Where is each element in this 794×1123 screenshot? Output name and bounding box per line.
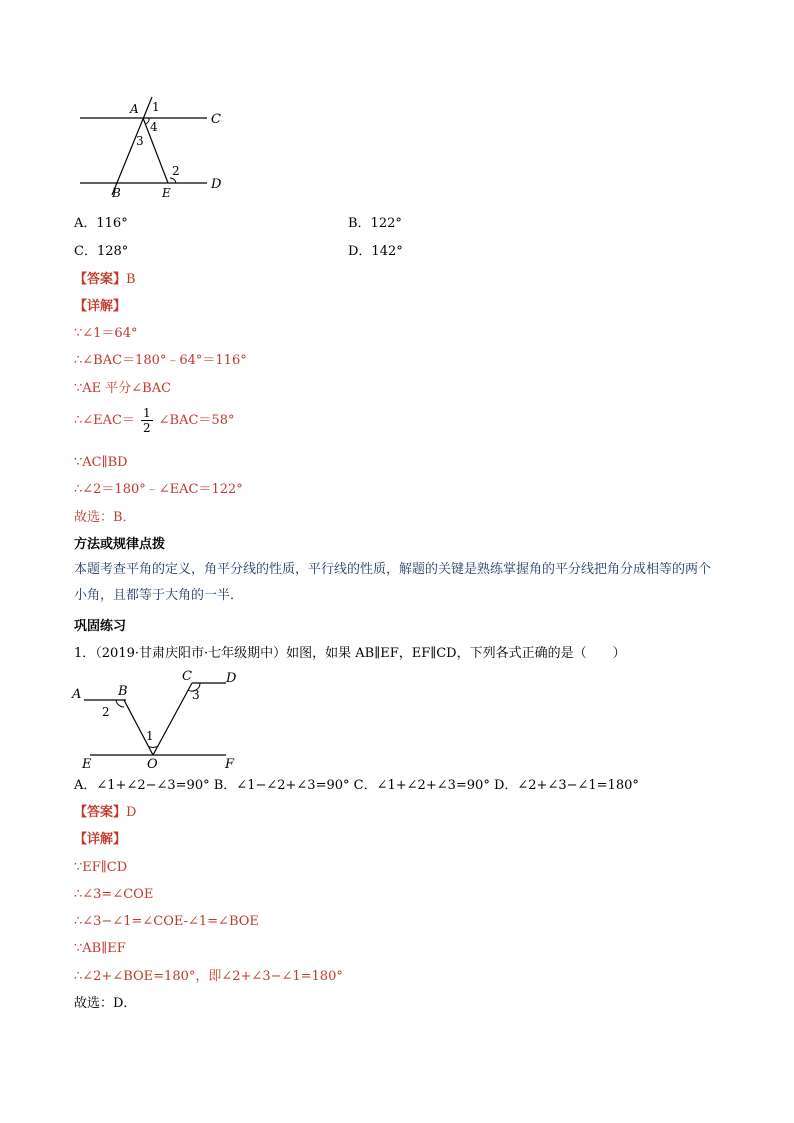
label-e: E bbox=[162, 186, 171, 200]
option-c: C．∠1+∠2+∠3=90° bbox=[353, 778, 490, 793]
option-c: C．128° bbox=[74, 244, 129, 259]
angle-arc-4 bbox=[146, 118, 149, 124]
detail-line: ∴∠2＝180°﹣∠EAC＝122° bbox=[74, 482, 243, 497]
detail-line: ∵AC∥BD bbox=[74, 455, 128, 470]
detail-line: ∵AB∥EF bbox=[74, 941, 126, 956]
figure-parallel-lines-2 bbox=[70, 666, 250, 770]
answer-value: B bbox=[126, 272, 136, 287]
q2-options-line bbox=[74, 778, 639, 794]
angle-arc-1 bbox=[148, 746, 158, 748]
angle-arc-2 bbox=[170, 178, 176, 183]
answer-tag: 【答案】 bbox=[74, 805, 127, 820]
detail-line: ∵EF∥CD bbox=[74, 860, 128, 875]
answer-line bbox=[74, 272, 136, 288]
option-d: D．142° bbox=[348, 244, 403, 259]
fraction bbox=[141, 406, 153, 435]
practice-question: 1．（2019·甘肃庆阳市·七年级期中）如图，如果 AB∥EF，EF∥CD，下列各式正确的是（ ） bbox=[74, 646, 626, 661]
answer-line bbox=[74, 805, 136, 821]
label-c: C bbox=[182, 669, 192, 684]
fraction-numerator: 1 bbox=[143, 406, 151, 420]
label-f: F bbox=[225, 757, 235, 770]
label-1: 1 bbox=[146, 729, 154, 743]
label-b: B bbox=[112, 186, 121, 200]
label-4: 4 bbox=[150, 120, 158, 134]
detail-line: ∴∠2+∠BOE=180°，即∠2+∠3−∠1=180° bbox=[74, 969, 343, 984]
label-c: C bbox=[211, 112, 221, 127]
option-b: B．122° bbox=[348, 216, 402, 231]
detail-line: 故选：D． bbox=[74, 996, 137, 1011]
detail-line: ∴∠3−∠1=∠COE-∠1=∠BOE bbox=[74, 914, 259, 929]
label-a: A bbox=[72, 687, 82, 702]
detail-text: ∠BAC＝58° bbox=[158, 413, 235, 428]
option-a: A．116° bbox=[74, 216, 128, 231]
label-d: D bbox=[226, 671, 237, 686]
label-e: E bbox=[82, 757, 92, 770]
option-d: D．∠2+∠3−∠1=180° bbox=[493, 778, 639, 793]
detail-line: ∴∠3=∠COE bbox=[74, 887, 154, 902]
detail-line: ∵∠1＝64° bbox=[74, 326, 138, 341]
option-a: A．∠1+∠2−∠3=90° bbox=[74, 778, 210, 793]
detail-line: ∵AE 平分∠BAC bbox=[74, 381, 172, 396]
label-2: 2 bbox=[102, 705, 110, 719]
detail-line: ∴∠BAC＝180°﹣64°＝116° bbox=[74, 353, 247, 368]
label-d: D bbox=[211, 177, 222, 192]
line-oc bbox=[153, 683, 192, 755]
label-3: 3 bbox=[136, 134, 144, 148]
method-text: 本题考查平角的定义，角平分线的性质，平行线的性质，解题的关键是熟练掌握角的平分线把角分成相等的两个小角，且都等于大角的一半． bbox=[74, 562, 712, 603]
detail-text: ∴∠EAC＝ bbox=[74, 413, 135, 428]
fraction-denominator: 2 bbox=[143, 421, 151, 435]
practice-title: 巩固练习 bbox=[74, 619, 127, 634]
answer-value: D bbox=[126, 805, 137, 820]
angle-arc-2 bbox=[116, 700, 124, 707]
detail-tag: 【详解】 bbox=[74, 299, 127, 314]
detail-line: 故选：B． bbox=[74, 510, 136, 525]
label-b: B bbox=[118, 684, 128, 699]
figure-parallel-lines-1 bbox=[70, 92, 240, 204]
option-b: B．∠1−∠2+∠3=90° bbox=[213, 778, 350, 793]
method-title: 方法或规律点拨 bbox=[74, 537, 166, 552]
label-a: A bbox=[130, 102, 139, 116]
detail-line-fraction bbox=[74, 406, 234, 435]
label-2: 2 bbox=[172, 164, 180, 178]
answer-tag: 【答案】 bbox=[74, 272, 127, 287]
label-1: 1 bbox=[152, 100, 160, 114]
detail-tag: 【详解】 bbox=[74, 832, 127, 847]
label-3: 3 bbox=[192, 688, 200, 702]
label-o: O bbox=[147, 757, 158, 770]
